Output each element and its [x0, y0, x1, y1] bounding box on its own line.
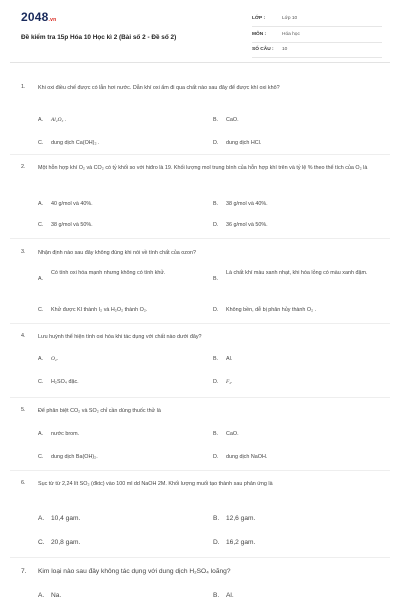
page-header: [0, 0, 400, 62]
option-text: Có tính oxi hóa mạnh nhưng không có tính khử.: [51, 270, 166, 276]
option-text: 36 g/mol và 50%.: [226, 222, 268, 228]
option-letter: A.: [38, 431, 44, 437]
question-number: 2.: [21, 164, 26, 170]
option-letter: B.: [213, 117, 219, 123]
question-number: 4.: [21, 333, 26, 339]
option-letter: D.: [213, 140, 219, 146]
meta-value: Lớp 10: [282, 16, 298, 21]
meta-row-class: [252, 12, 382, 27]
option-text: Không bền, dễ bị phân hủy thành O₂ .: [226, 307, 317, 313]
option-letter: B.: [213, 431, 219, 437]
meta-label: MÔN :: [252, 32, 267, 37]
option-text: 38 g/mol và 40%.: [226, 201, 268, 207]
option-letter: D.: [213, 222, 219, 228]
question-divider: [10, 397, 390, 398]
option-letter: C.: [38, 222, 44, 228]
option-text: Khử được KI thành I₂ và H₂O₂ thành O₂.: [51, 307, 148, 313]
option-text: Al.: [226, 356, 233, 362]
option-letter: B.: [213, 201, 219, 207]
option-letter: A.: [38, 276, 44, 282]
option-text: 40 g/mol và 40%.: [51, 201, 93, 207]
question-text: Để phân biệt CO₂ và SO₂ chỉ cần dùng thuốc thử là: [38, 408, 161, 414]
question-text: Kim loại nào sau đây không tác dụng với dung dịch H₂SO₄ loãng?: [38, 568, 231, 575]
question-number: 5.: [21, 407, 26, 413]
option-text: 16,2 gam.: [226, 539, 256, 546]
option-letter: A.: [38, 515, 45, 522]
option-letter: B.: [213, 276, 219, 282]
option-letter: C.: [38, 307, 44, 313]
question-divider: [10, 238, 390, 239]
option-text: F₂.: [226, 379, 233, 385]
question-divider: [10, 323, 390, 324]
question-number: 1.: [21, 84, 26, 90]
option-text: Na.: [51, 592, 62, 599]
meta-row-count: [252, 43, 382, 58]
option-letter: B.: [213, 356, 219, 362]
question-number: 6.: [21, 480, 26, 486]
option-letter: B.: [213, 515, 220, 522]
option-letter: A.: [38, 117, 44, 123]
question-text: Lưu huỳnh thể hiện tính oxi hóa khi tác dụng với chất nào dưới đây?: [38, 334, 202, 340]
option-letter: A.: [38, 201, 44, 207]
option-text: dung dịch NaOH.: [226, 454, 268, 460]
option-text: CaO.: [226, 117, 239, 123]
question-text: Khi oxi điều chế được có lẫn hơi nước. Dẫn khí oxi ẩm đi qua chất nào sau đây để được khí oxi khô?: [38, 85, 280, 91]
question-text: Một hỗn hợp khí O₂ và CO₂ có tỷ khối so với hiđro là 19. Khối lượng mol trung bình của hỗn hợp khí trên và tỷ lệ % theo thể tích của O₂ là: [38, 165, 368, 171]
question-divider: [10, 154, 390, 155]
option-text: 38 g/mol và 50%.: [51, 222, 93, 228]
option-letter: D.: [213, 454, 219, 460]
question-text: Nhận định nào sau đây không đúng khi nói về tính chất của ozon?: [38, 250, 196, 256]
meta-label: LỚP :: [252, 16, 266, 21]
option-text: Al₂O₃ .: [51, 117, 67, 123]
option-text: 12,6 gam.: [226, 515, 256, 522]
option-text: O₂.: [51, 356, 59, 362]
meta-label: SỐ CÂU :: [252, 47, 274, 52]
option-letter: C.: [38, 454, 44, 460]
question-number: 3.: [21, 249, 26, 255]
option-letter: A.: [38, 592, 45, 599]
site-logo[interactable]: [21, 10, 56, 24]
meta-value: 10: [282, 47, 288, 52]
option-text: CaO.: [226, 431, 239, 437]
header-divider: [10, 62, 390, 63]
option-text: nước brom.: [51, 431, 80, 437]
option-letter: C.: [38, 379, 44, 385]
option-text: dung dịch Ca(OH)₂ .: [51, 140, 100, 146]
option-letter: B.: [213, 592, 220, 599]
question-number: 7.: [21, 568, 27, 575]
page-title: Đề kiểm tra 15p Hóa 10 Học kì 2 (Bài số 2 - Đề số 2): [21, 34, 177, 41]
option-letter: D.: [213, 379, 219, 385]
option-letter: D.: [213, 307, 219, 313]
meta-row-subject: [252, 28, 382, 43]
option-text: dung dịch HCl.: [226, 140, 262, 146]
logo-main: 2048: [21, 10, 49, 24]
option-letter: D.: [213, 539, 220, 546]
option-text: 10,4 gam.: [51, 515, 81, 522]
logo-suffix: .vn: [48, 17, 57, 23]
meta-value: Hóa học: [282, 32, 300, 37]
question-divider: [10, 557, 390, 558]
option-letter: C.: [38, 140, 44, 146]
option-text: Al.: [226, 592, 234, 599]
question-divider: [10, 470, 390, 471]
option-text: Là chất khí màu xanh nhạt, khi hóa lỏng có màu xanh đậm.: [226, 270, 368, 276]
option-text: H₂SO₄ đặc.: [51, 379, 79, 385]
option-text: dung dịch Ba(OH)₂.: [51, 454, 98, 460]
option-text: 20,8 gam.: [51, 539, 81, 546]
option-letter: C.: [38, 539, 45, 546]
option-letter: A.: [38, 356, 44, 362]
question-text: Sục từ từ 2,24 lít SO₂ (đktc) vào 100 ml dd NaOH 2M. Khối lượng muối tạo thành sau phản ứng là: [38, 481, 273, 487]
